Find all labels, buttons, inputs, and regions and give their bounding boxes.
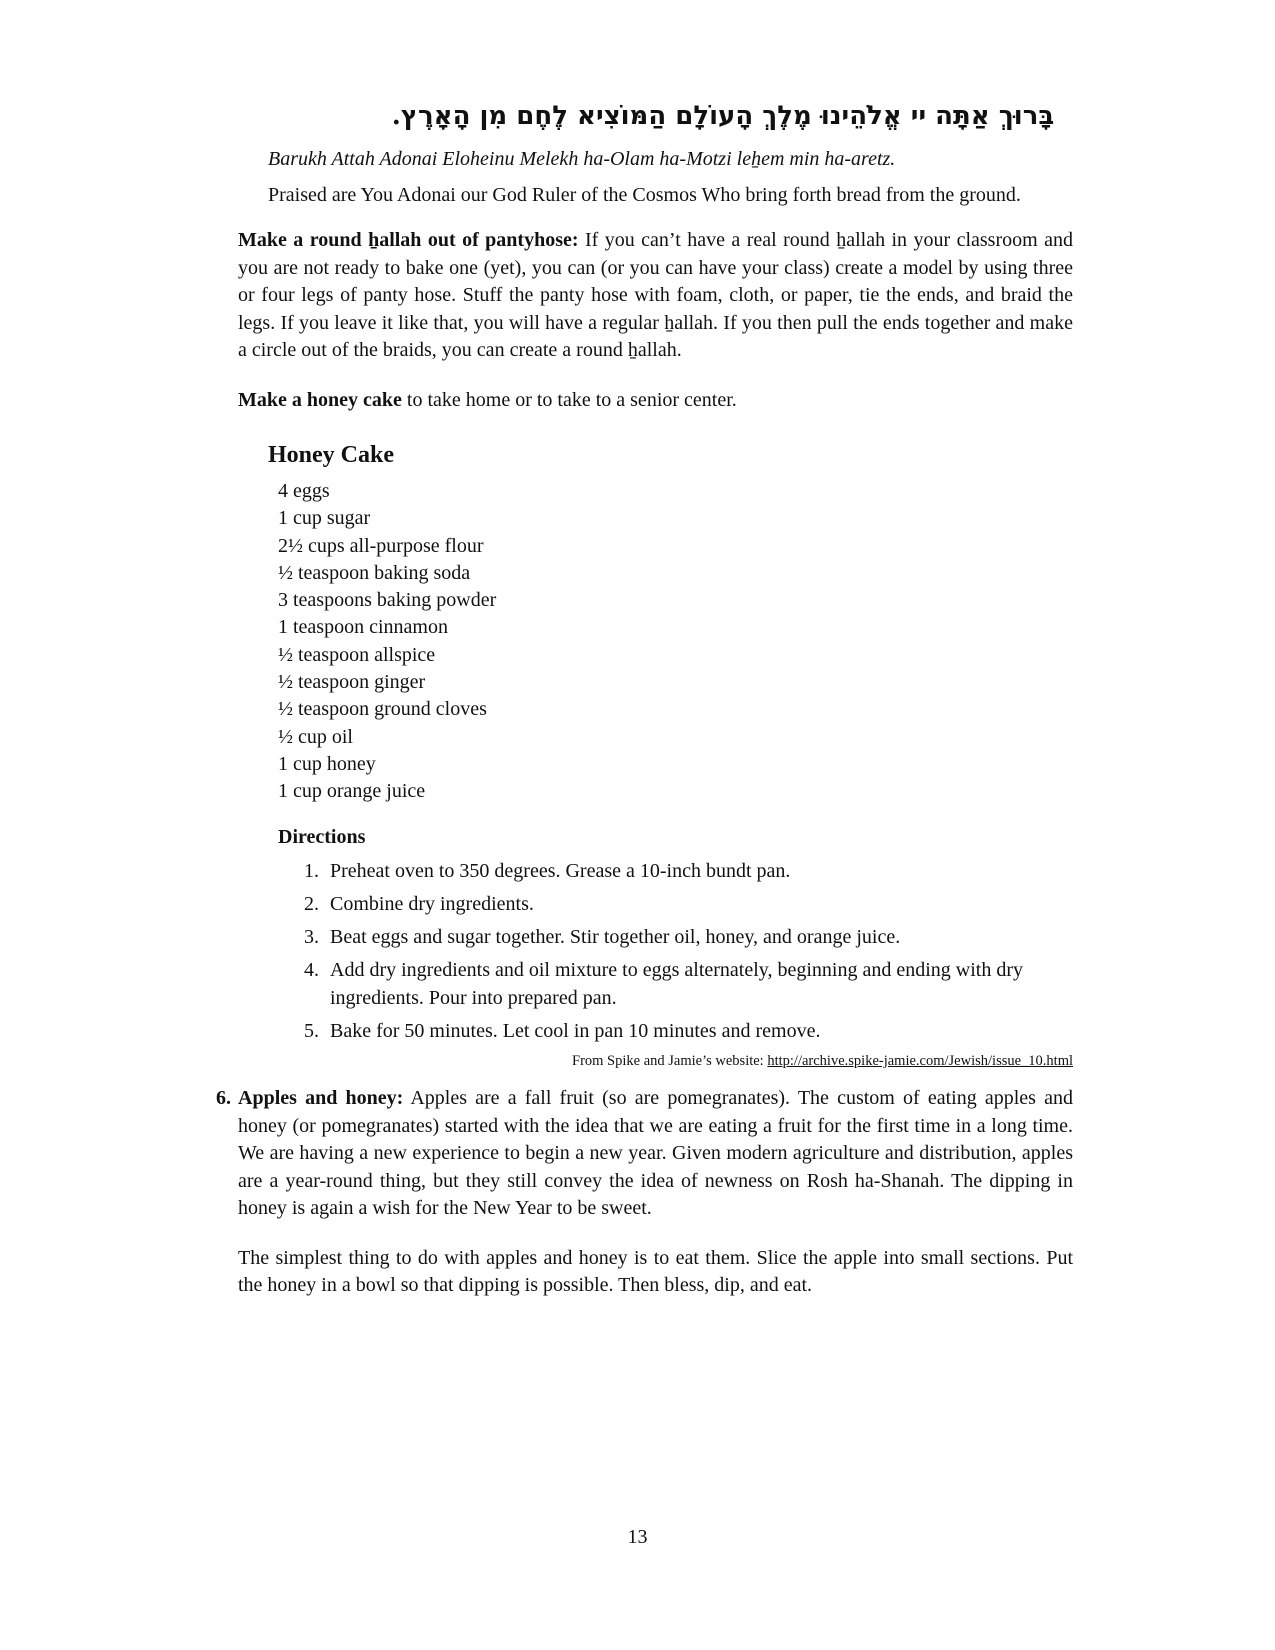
ingredient-list [278, 478, 1073, 806]
blessing-translation: Praised are You Adonai our God Ruler of the Cosmos Who bring forth bread from the ground. [268, 183, 1021, 206]
pantyhose-activity-lead: Make a round ẖallah out of pantyhose: [238, 229, 579, 251]
ingredient-item: ½ teaspoon baking soda [278, 561, 471, 584]
ingredient-item: 1 cup honey [278, 752, 376, 775]
recipe-attribution [238, 1051, 1073, 1071]
ingredient-item: 1 cup sugar [278, 507, 371, 530]
direction-step: 4. Add dry ingredients and oil mixture to eggs alternately, beginning and ending with dry ingredients. Pour into prepared pan. [324, 956, 1073, 1012]
honey-cake-activity-paragraph [238, 387, 1073, 415]
ingredient-item: ½ cup oil [278, 725, 353, 748]
blessing-transliteration: Barukh Attah Adonai Eloheinu Melekh ha-Olam ha-Motzi leẖem min ha-aretz. [268, 148, 896, 170]
direction-step: 3. Beat eggs and sugar together. Stir together oil, honey, and orange juice. [324, 923, 1073, 951]
pantyhose-activity-body: If you can’t have a real round ẖallah in your classroom and you are not ready to bake one (yet), you can (or you can have your class) create a model by using three or four legs of panty hose. Stuff the panty hose with foam, cloth, or paper, tie the ends, and braid the legs. If you leave it like that, you will have a regular ẖallah. If you then pull the ends together and make a circle out of the braids, you can create a round ẖallah. [238, 229, 1073, 361]
ingredient-item: 4 eggs [278, 480, 330, 502]
simplest-thing-paragraph: The simplest thing to do with apples and honey is to eat them. Slice the apple into small sections. Put the honey in a bowl so that dipping is possible. Then bless, dip, and eat. [238, 1246, 1073, 1297]
apples-honey-lead: Apples and honey: [238, 1087, 404, 1110]
ingredient-item: 2½ cups all-purpose flour [278, 534, 484, 557]
directions-list [296, 857, 1073, 1045]
attribution-label: From Spike and Jamie’s website: [572, 1053, 768, 1070]
hebrew-blessing: בָּרוּךְ אַתָּה יי אֱלֹהֵינוּ מֶלֶךְ הָעוֹלָם הַמּוֹצִיא לֶחֶם מִן הָאָרֶץ. [391, 101, 1055, 131]
ingredient-item: ½ teaspoon allspice [278, 643, 436, 666]
list-item-number: 6. [216, 1087, 231, 1110]
honey-cake-activity-lead: Make a honey cake [238, 388, 402, 411]
recipe-title: Honey Cake [268, 442, 394, 468]
honey-cake-activity-body: to take home or to take to a senior center. [401, 388, 737, 411]
direction-step: 2. Combine dry ingredients. [324, 890, 1073, 918]
ingredient-item: ½ teaspoon ginger [278, 671, 426, 694]
honey-cake-recipe [268, 440, 1073, 1045]
apples-honey-paragraph [216, 1085, 1073, 1223]
attribution-link[interactable]: http://archive.spike-jamie.com/Jewish/issue_10.html [767, 1053, 1073, 1070]
ingredient-item: 3 teaspoons baking powder [278, 589, 497, 612]
direction-step: 5. Bake for 50 minutes. Let cool in pan 10 minutes and remove. [324, 1017, 1073, 1045]
direction-step: 1. Preheat oven to 350 degrees. Grease a 10-inch bundt pan. [324, 857, 1073, 885]
ingredient-item: 1 cup orange juice [278, 780, 426, 803]
pantyhose-activity-paragraph [238, 227, 1073, 365]
page-number: 13 [627, 1526, 648, 1548]
apples-honey-body: Apples are a fall fruit (so are pomegranates). The custom of eating apples and honey (or pomegranates) started with the idea that we are eating a fruit for the first time in a long time. We are having a new experience to begin a new year. Given modern agriculture and distribution, apples are a year-round thing, but they still convey the idea of newness on Rosh ha-Shanah. The dipping in honey is again a wish for the New Year to be sweet. [238, 1087, 1073, 1220]
ingredient-item: 1 teaspoon cinnamon [278, 616, 448, 639]
directions-heading: Directions [278, 825, 366, 848]
ingredient-item: ½ teaspoon ground cloves [278, 698, 487, 721]
